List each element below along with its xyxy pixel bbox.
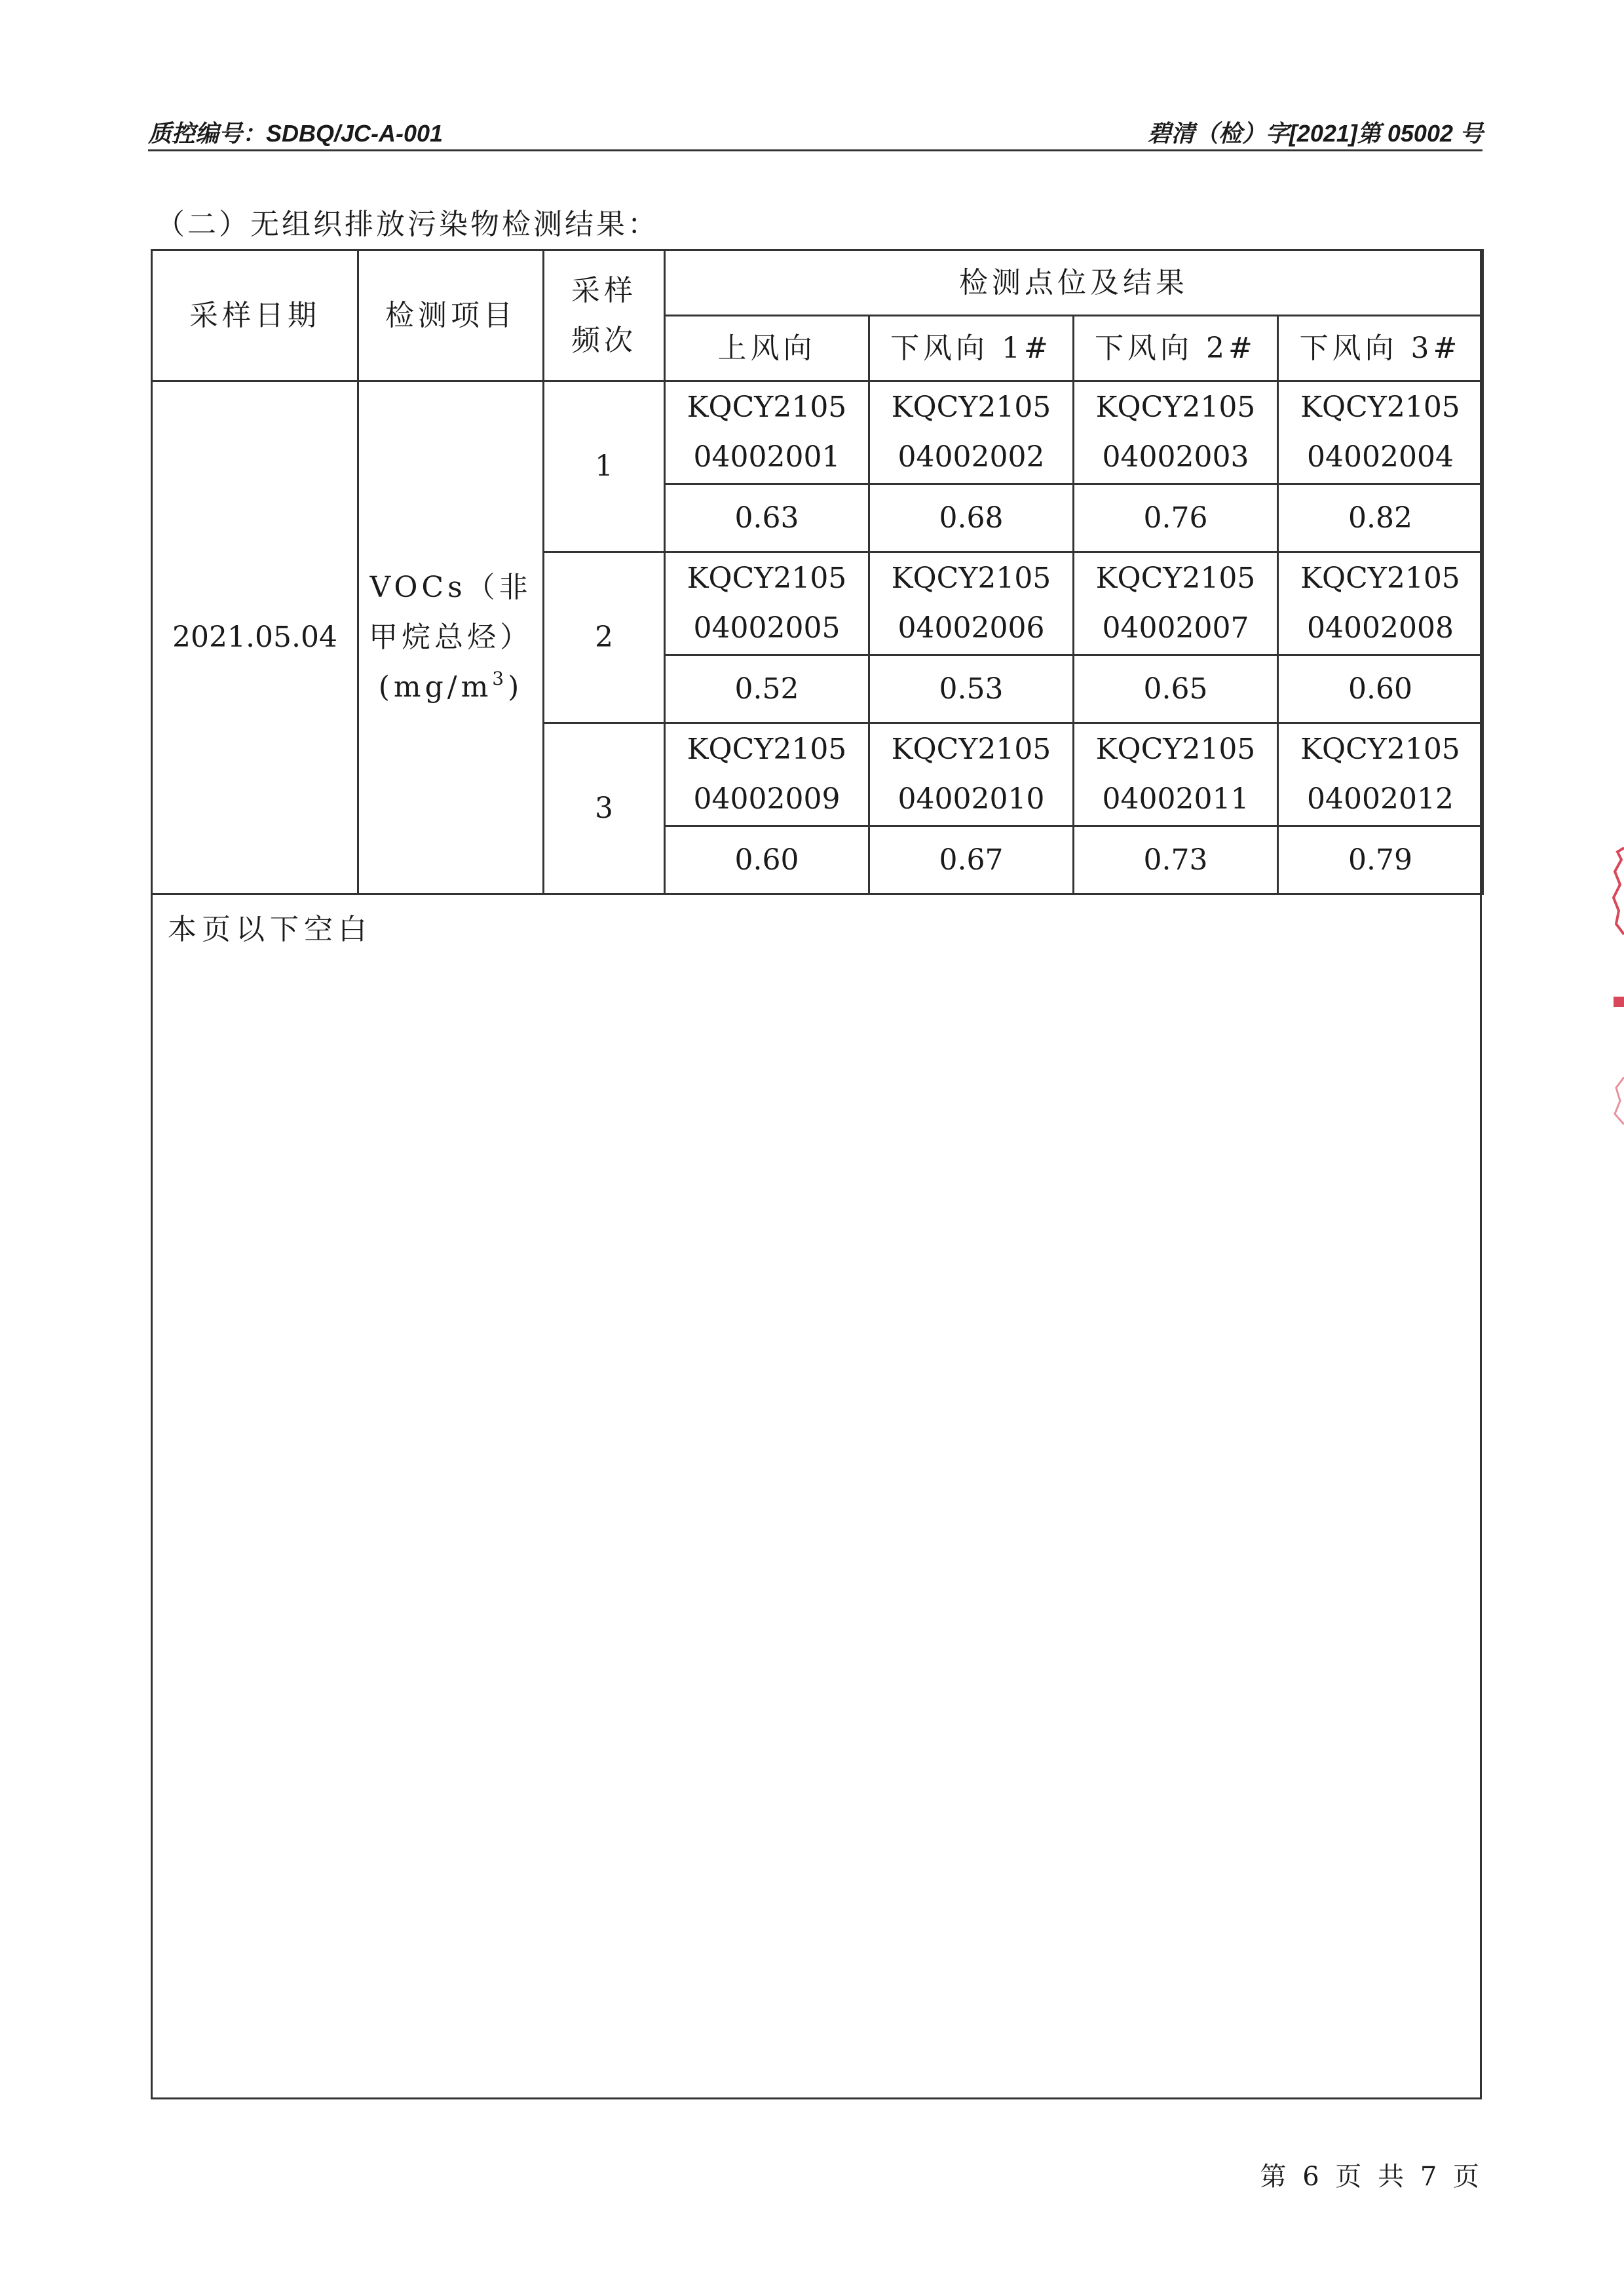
result-value: 0.60 — [665, 826, 869, 894]
sample-code-prefix: KQCY2105 — [687, 562, 847, 595]
result-value: 0.67 — [869, 826, 1074, 894]
sample-code-prefix: KQCY2105 — [1095, 733, 1256, 766]
seal-fragment-middle — [1610, 993, 1624, 1012]
sample-code — [869, 381, 1074, 484]
sampling-date-cell: 2021.05.04 — [152, 381, 358, 894]
sample-code-prefix: KQCY2105 — [1095, 391, 1256, 424]
sample-code — [665, 381, 869, 484]
results-table — [151, 249, 1484, 895]
sample-code — [1278, 723, 1483, 826]
test-item-line1: VOCs（非 — [369, 571, 532, 604]
result-value: 0.82 — [1278, 484, 1483, 552]
sample-code-prefix: KQCY2105 — [1300, 391, 1460, 424]
sample-code-prefix: KQCY2105 — [891, 733, 1051, 766]
frequency-cell: 1 — [544, 381, 665, 552]
sample-code — [665, 723, 869, 826]
sample-code-prefix: KQCY2105 — [1095, 562, 1256, 595]
sample-code-suffix: 04002001 — [693, 440, 840, 474]
sample-code-prefix: KQCY2105 — [891, 391, 1051, 424]
sample-code-suffix: 04002010 — [897, 782, 1045, 816]
result-value: 0.60 — [1278, 655, 1483, 723]
header-frequency-line2: 频次 — [571, 323, 637, 357]
section-title: （二）无组织排放污染物检测结果： — [156, 208, 659, 241]
test-item-cell — [358, 381, 544, 894]
seal-fragment-top — [1610, 845, 1624, 937]
sample-code-suffix: 04002003 — [1102, 440, 1249, 474]
sample-code-suffix: 04002006 — [897, 611, 1045, 645]
test-item-unit-suffix: ) — [508, 670, 523, 704]
sample-code — [869, 552, 1074, 655]
header-point-downwind-1: 下风向 1# — [869, 316, 1074, 381]
sample-code-suffix: 04002009 — [693, 782, 840, 816]
result-value: 0.79 — [1278, 826, 1483, 894]
blank-below-note: 本页以下空白 — [168, 913, 372, 946]
test-item-unit-prefix: (mg/m — [378, 670, 493, 704]
seal-fragment-bottom — [1610, 1075, 1624, 1127]
header-frequency-line1: 采样 — [571, 273, 637, 307]
result-value: 0.76 — [1074, 484, 1278, 552]
sample-code-suffix: 04002008 — [1307, 611, 1454, 645]
sample-code-suffix: 04002012 — [1307, 782, 1454, 816]
sample-code — [1074, 723, 1278, 826]
sample-code-suffix: 04002004 — [1307, 440, 1454, 474]
frequency-cell: 3 — [544, 723, 665, 894]
sample-code-suffix: 04002011 — [1102, 782, 1249, 816]
report-number: 碧清（检）字[2021]第 05002 号 — [1147, 120, 1483, 147]
sample-code-prefix: KQCY2105 — [687, 733, 847, 766]
header-point-downwind-2: 下风向 2# — [1074, 316, 1278, 381]
sample-code — [1074, 381, 1278, 484]
header-point-downwind-3: 下风向 3# — [1278, 316, 1483, 381]
sample-code-suffix: 04002007 — [1102, 611, 1249, 645]
result-value: 0.73 — [1074, 826, 1278, 894]
result-value: 0.68 — [869, 484, 1074, 552]
sample-code — [1278, 552, 1483, 655]
sample-code-prefix: KQCY2105 — [1300, 733, 1460, 766]
test-item-unit — [379, 670, 523, 704]
header-results: 检测点位及结果 — [665, 250, 1483, 316]
sample-code — [665, 552, 869, 655]
frequency-cell: 2 — [544, 552, 665, 723]
header-test-item: 检测项目 — [358, 250, 544, 381]
header-sampling-frequency — [544, 250, 665, 381]
result-value: 0.53 — [869, 655, 1074, 723]
header-sampling-date: 采样日期 — [152, 250, 358, 381]
quality-control-number: 质控编号：SDBQ/JC-A-001 — [148, 120, 444, 147]
sample-code-prefix: KQCY2105 — [687, 391, 847, 424]
header-divider — [148, 149, 1482, 151]
result-value: 0.63 — [665, 484, 869, 552]
sample-code — [1074, 552, 1278, 655]
sample-code — [869, 723, 1074, 826]
sample-code-prefix: KQCY2105 — [1300, 562, 1460, 595]
header-point-upwind: 上风向 — [665, 316, 869, 381]
sample-code-suffix: 04002002 — [897, 440, 1045, 474]
sample-code — [1278, 381, 1483, 484]
sample-code-suffix: 04002005 — [693, 611, 840, 645]
result-value: 0.65 — [1074, 655, 1278, 723]
page-number: 第 6 页 共 7 页 — [1260, 2162, 1483, 2192]
test-item-line2: 甲烷总烃） — [369, 621, 533, 654]
sample-code-prefix: KQCY2105 — [891, 562, 1051, 595]
result-value: 0.52 — [665, 655, 869, 723]
test-item-unit-exponent: 3 — [492, 668, 508, 689]
